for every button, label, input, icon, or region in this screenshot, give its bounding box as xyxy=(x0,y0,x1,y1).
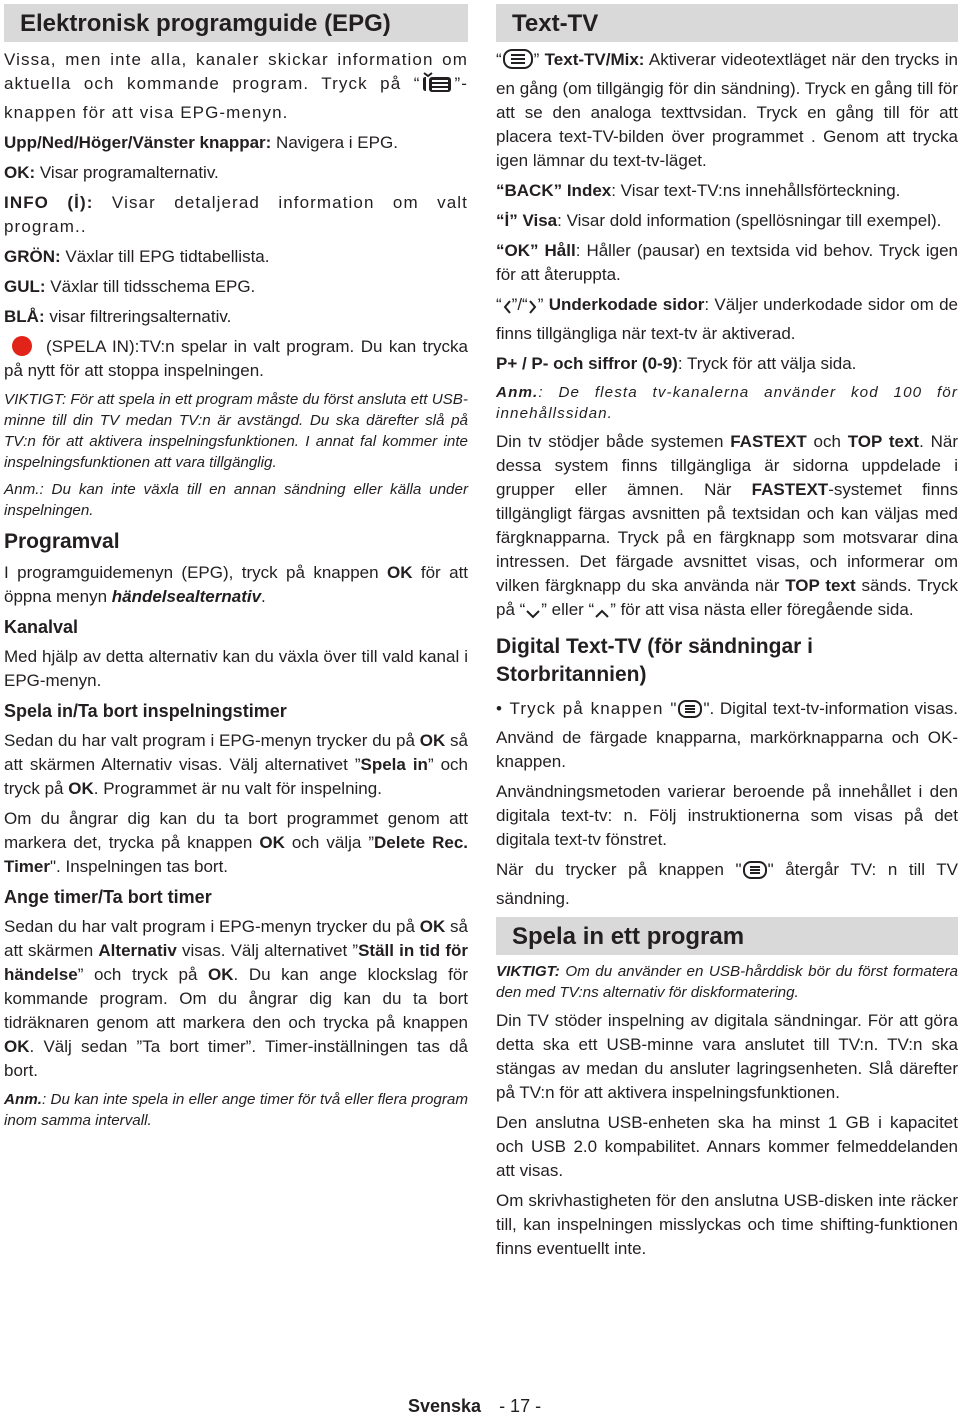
teletext-mix-key: “ ” Text-TV/Mix: Aktiverar videotextläget när den trycks in en gång (om tillgängig för din sändning). Tryck en gång till för att se den analoga texttvsidan. Tryck en gång till för att placera text-TV-bilden över programmet . Genom att trycka igen lämnar du text-tv-läget. xyxy=(496,50,958,170)
kanalval-heading: Kanalval xyxy=(4,617,79,637)
teletext-icon xyxy=(677,699,703,726)
teletext-back-key: “BACK” Index: Visar text-TV:ns innehållsförteckning. xyxy=(496,181,901,200)
chevron-right-icon xyxy=(528,298,538,322)
record-text-1: Din TV stöder inspelning av digitala sändningar. För att göra detta ska ett USB-minne vara anslutet till TV:n. TV:n ska stängas av medan du ansluter lagringsenheten. Slå därefter på TV:n för att aktivera inspelningsfunktionen. xyxy=(496,1011,958,1102)
programval-text: I programguidemenyn (EPG), tryck på knappen OK för att öppna menyn händelsealternativ. xyxy=(4,563,469,606)
page-number: - 17 - xyxy=(499,1396,542,1416)
programval-heading: Programval xyxy=(4,530,120,553)
teletext-subpage-keys: “ ”/“ ” Underkodade sidor: Väljer underkodade sidor om de finns tillgängliga när text-tv är aktiverad. xyxy=(496,295,959,343)
digital-teletext-heading: Digital Text-TV (för sändningar i Storbritannien) xyxy=(496,635,813,686)
ange-timer-heading: Ange timer/Ta bort timer xyxy=(4,887,212,907)
spela-in-heading: Spela in/Ta bort inspelningstimer xyxy=(4,701,287,721)
angra-text: Om du ångrar dig kan du ta bort programmet genom att markera det, trycka på knappen OK och välja ”Delete Rec. Timer". Inspelningen tas bort. xyxy=(4,809,469,876)
record-note-1: Anm.: Du kan inte växla till en annan sändning eller källa under inspelningen. xyxy=(4,481,468,519)
epg-info-key: INFO (İ): Visar detaljerad information om valt program.. xyxy=(4,193,469,236)
teletext-section-title: Text-TV xyxy=(496,4,958,42)
teletext-reveal-key: “İ” Visa: Visar dold information (spellösningar till exempel). xyxy=(496,211,942,230)
right-column xyxy=(496,4,958,1267)
epg-blue-key: BLÅ: visar filtreringsalternativ. xyxy=(4,307,232,326)
teletext-icon xyxy=(502,48,534,77)
fastext-text: Din tv stödjer både systemen FASTEXT och TOP text. När dessa system finns tillgängliga är sidorna uppdelade i grupper eller ämnen. När FASTEXT-systemet finns tillgängligt färgas avsnitten på textsidan och kan väljas med färgknapparna. Tryck på en färgknapp som motsvarar dina intressen. Det färgade avsnittet visas, och informerar om vilken färgknapp du ska använda när TOP text sänds. Tryck på “ ” eller “ ” för att visa nästa eller föregående sida. xyxy=(496,430,958,627)
epg-green-key: GRÖN: Växlar till EPG tidtabellista. xyxy=(4,247,270,266)
epg-nav-keys: Upp/Ned/Höger/Vänster knappar: Navigera i EPG. xyxy=(4,133,398,152)
record-text-2: Den anslutna USB-enheten ska ha minst 1 GB i kapacitet och USB 2.0 kompabilitet. Annars kommer felmeddelanden att visas. xyxy=(496,1113,958,1180)
teletext-icon xyxy=(742,860,768,887)
record-dot-icon xyxy=(12,336,32,356)
epg-ok-key: OK: Visar programalternativ. xyxy=(4,163,219,182)
kanalval-text: Med hjälp av detta alternativ kan du växla över till vald kanal i EPG-menyn. xyxy=(4,647,468,690)
epg-yellow-key: GUL: Växlar till tidsschema EPG. xyxy=(4,277,256,296)
ange-timer-text: Sedan du har valt program i EPG-menyn trycker du på OK så att skärmen Alternativ visas. Välj alternativet ”Ställ in tid för händelse” och tryck på OK. Du kan ange klockslag för kommande program. Om du ångrar dig kan du ta bort tidräknaren genom att markera den och trycka på knappen OK. Välj sedan ”Ta bort timer”. Timer-inställningen tas då bort. xyxy=(4,917,468,1080)
record-important-note: VIKTIGT: För att spela in ett program måste du först ansluta ett USB-minne till din TV medan TV:n är avstängd. Du ska därefter slå på TV:n för att aktivera inspelningsfunktionen. I annat fal kommer inte inspelningsfunktionen att vara tillgänglig. xyxy=(4,391,468,471)
timer-note: Anm.: Du kan inte spela in eller ange timer för två eller flera program inom samma intervall. xyxy=(4,1091,468,1129)
epg-intro: Vissa, men inte alla, kanaler skickar information om aktuella och kommande program. Tryck på “ ”-knappen för att visa EPG-menyn. xyxy=(4,50,468,122)
epg-record-key: (SPELA IN):TV:n spelar in valt program. Du kan trycka på nytt för att stoppa inspelningen. xyxy=(4,337,468,380)
chevron-down-icon xyxy=(525,603,541,627)
chevron-up-icon xyxy=(594,603,610,627)
teletext-hold-key: “OK” Håll: Håller (pausar) en textsida vid behov. Tryck igen för att återuppta. xyxy=(496,241,959,284)
record-section-title: Spela in ett program xyxy=(496,917,958,955)
digital-teletext-exit: När du trycker på knappen " " återgår TV: n till TV sändning. xyxy=(496,860,959,908)
digital-teletext-bullet: • Tryck på knappen " ". Digital text-tv-information visas. Använd de färgade knapparna, markörknapparna och OK-knappen. xyxy=(496,699,959,771)
spela-in-text: Sedan du har valt program i EPG-menyn trycker du på OK så att skärmen Alternativ visas. Välj alternativet ”Spela in” och tryck på OK. Programmet är nu valt för inspelning. xyxy=(4,731,469,798)
teletext-page-keys: P+ / P- och siffror (0-9): Tryck för att välja sida. xyxy=(496,354,857,373)
page-footer xyxy=(408,1396,541,1417)
epg-section-title: Elektronisk programguide (EPG) xyxy=(4,4,468,42)
teletext-note: Anm.: De flesta tv-kanalerna använder kod 100 för innehållssidan. xyxy=(496,384,958,422)
left-column xyxy=(4,4,468,1137)
epg-guide-icon xyxy=(420,72,454,101)
record-usb-important: VIKTIGT: Om du använder en USB-hårddisk bör du först formatera den med TV:ns alternativ för diskformatering. xyxy=(496,963,958,1001)
language-label: Svenska xyxy=(408,1396,482,1416)
record-text-3: Om skrivhastigheten för den anslutna USB-disken inte räcker till, kan inspelningen misslyckas och time shifting-funktionen finns eventuellt inte. xyxy=(496,1191,958,1258)
digital-teletext-usage: Användningsmetoden varierar beroende på innehållet i den digitala text-tv: n. Följ instruktionerna som visas på det digitala text-tv fönstret. xyxy=(496,782,958,849)
chevron-left-icon xyxy=(502,298,512,322)
